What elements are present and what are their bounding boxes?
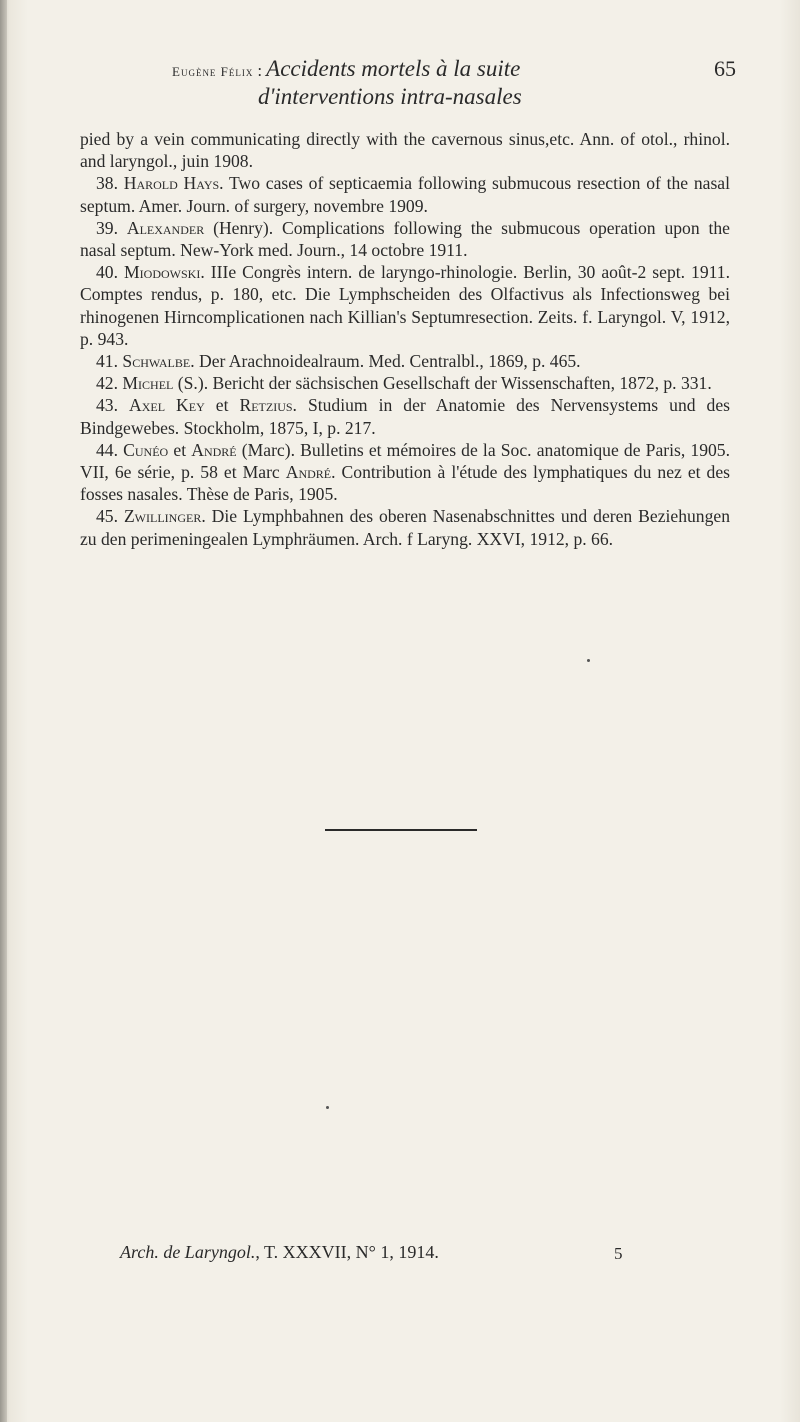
reference-text: (Henry). Complications following the submucous operation upon the nasal septum. New-York med. Journ., 14 octobre 1911. [80,217,730,261]
reference-number: 39. [96,217,118,238]
reference-number: 38. [96,173,118,194]
header-author: Eugène Félix [172,64,254,79]
header-line-1 [172,56,652,82]
reference-38 [80,172,730,216]
footer-journal: Arch. de Laryngol. [120,1242,256,1262]
reference-number: 40. [96,262,118,283]
reference-conjunction: et [168,439,192,460]
reference-44 [80,439,730,506]
reference-number: 42. [96,373,118,394]
reference-author-3: André [285,462,332,483]
reference-conjunction: et [204,395,240,416]
reference-number: 45. [96,506,118,527]
section-end-rule [325,829,477,831]
reference-45 [80,505,730,549]
reference-continuation [80,128,730,172]
reference-text: (S.). Bericht der sächsischen Gesellschaft der Wissenschaften, 1872, p. 331. [173,373,712,394]
reference-text: . Two cases of septicaemia following submucous resection of the nasal septum. Amer. Journ. of surgery, novembre 1909. [80,173,731,216]
reference-text: pied by a vein communicating directly with the cavernous sinus,etc. Ann. of otol., rhinol. and laryngol., juin 1908. [80,129,730,172]
reference-author: Miodowski [124,262,201,283]
print-speck [326,1106,329,1109]
reference-number: 41. [96,351,118,372]
page-footer [120,1242,640,1263]
reference-author: Cunéo [123,439,169,460]
running-header [80,50,740,120]
header-title-line-2: d'interventions intra-nasales [258,84,522,109]
reference-author: Harold Hays [123,173,220,194]
reference-40 [80,261,730,350]
reference-author: Schwalbe [122,351,191,372]
reference-41 [80,350,730,372]
reference-39 [80,217,730,261]
reference-author: Michel [122,373,174,394]
reference-text: (Marc). Bulletins et mémoires de la Soc. anatomique de Paris, 1905. VII, 6e série, p. 58 et Marc [80,439,730,483]
reference-list [80,128,730,550]
footer-citation: , T. XXXVII, N° 1, 1914. [255,1242,439,1262]
signature-mark: 5 [614,1244,623,1263]
reference-text: . Die Lymphbahnen des oberen Nasenabschnittes und deren Beziehungen zu den perimeningealen Lymphräumen. Arch. f Laryng. XXVI, 1912, p. 66. [80,506,730,549]
reference-text: . Studium in der Anatomie des Nervensystems und des Bindgewebes. Stockholm, 1875, I, p. 217. [80,395,730,438]
page-spine-shadow [0,0,7,1422]
reference-42 [80,372,730,394]
reference-text: . Der Arachnoidealraum. Med. Centralbl., 1869, p. 465. [190,351,581,372]
reference-author-2: Retzius [239,395,293,416]
reference-number: 43. [96,395,118,416]
reference-author: Zwillinger [123,506,202,527]
reference-43 [80,394,730,438]
page-number: 65 [714,56,736,81]
header-title-line-1: Accidents mortels à la suite [266,56,521,81]
reference-text: . IIIe Congrès intern. de laryngo-rhinologie. Berlin, 30 août-2 sept. 1911. Comptes rendus, p. 180, etc. Die Lymphscheiden des Olfactivus als Infectionsweg bei rhinogenen Hirncomplicationen nach Killian's Septumresection. Zeits. f. Laryngol. V, 1912, p. 943. [80,262,730,349]
print-speck [587,659,590,662]
header-colon: : [257,61,263,80]
reference-author: Axel Key [129,395,205,416]
reference-number: 44. [96,439,118,460]
reference-text-tail: . Contribution à l'étude des lymphatiques du nez et des fosses nasales. Thèse de Paris, 1905. [80,462,730,505]
reference-author-2: André [191,439,237,460]
reference-author: Alexander [126,217,205,238]
